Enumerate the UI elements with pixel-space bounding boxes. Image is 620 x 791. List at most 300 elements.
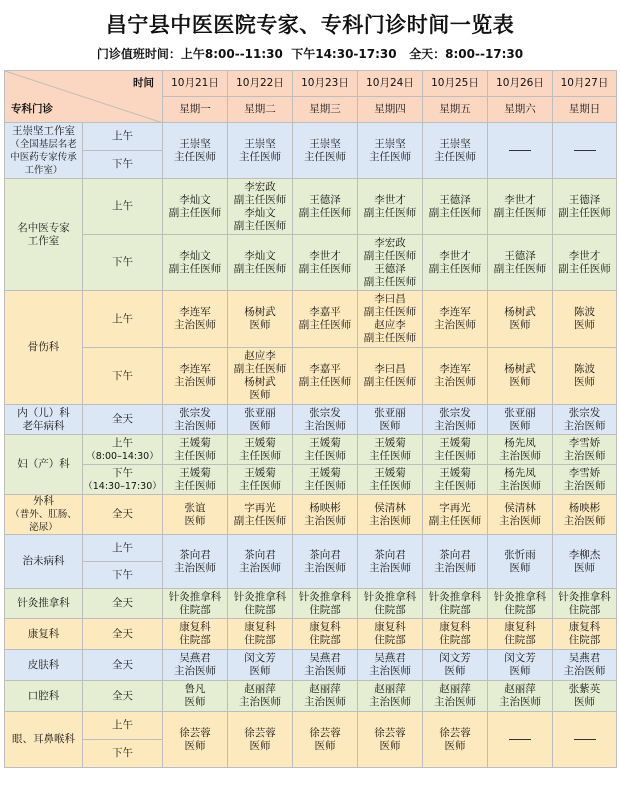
doctor-cell	[163, 179, 228, 235]
period-cell	[83, 681, 163, 712]
doctor-line: 副主任医师	[363, 249, 417, 262]
doctor-line: 主治医师	[499, 449, 541, 462]
doctor-line: 主治医师	[174, 319, 216, 331]
weekday-cell: 星期三	[293, 97, 358, 123]
doctor-line: 副主任医师	[168, 262, 222, 275]
doctor-line: 主任医师	[369, 449, 411, 462]
department-cell	[5, 405, 83, 435]
doctor-cell	[488, 495, 553, 535]
dash-icon	[574, 739, 596, 740]
schedule-row	[5, 435, 617, 465]
doctor-cell	[423, 179, 488, 235]
weekday-cell: 星期五	[423, 97, 488, 123]
doctor-line: 主治医师	[563, 479, 606, 492]
doctor-line: 王媛菊	[179, 436, 211, 449]
doctor-line: 针灸推拿科	[233, 590, 287, 603]
doctor-cell	[228, 650, 293, 681]
schedule-row	[5, 179, 617, 235]
doctor-line: 副主任医师	[298, 262, 352, 275]
doctor-line: 副主任医师	[493, 206, 547, 219]
doctor-line: 王媛菊	[244, 436, 276, 449]
department-cell	[5, 535, 83, 589]
doctor-cell	[488, 291, 553, 348]
doctor-line: 主任医师	[434, 479, 476, 492]
doctor-line: 李雪娇	[568, 436, 601, 449]
doctor-line: 住院部	[179, 603, 211, 616]
doctor-line: 李嘉平	[309, 306, 341, 318]
doctor-line: 主任医师	[434, 449, 476, 462]
doctor-cell	[228, 589, 293, 619]
doctor-line: 医师	[249, 319, 271, 331]
doctor-line: 医师	[379, 419, 401, 432]
doctor-line: 李连军	[439, 363, 471, 375]
doctor-line: 医师	[574, 561, 595, 574]
doctor-line: 医师	[249, 665, 271, 677]
period-cell	[83, 712, 163, 740]
doctor-line: 字再光	[244, 501, 276, 514]
doctor-line: 副主任医师	[363, 306, 417, 318]
doctor-line: 副主任医师	[233, 262, 287, 275]
doctor-line: 李雪娇	[568, 466, 601, 479]
doctor-line: 主任医师	[239, 449, 281, 462]
doctor-line: 针灸推拿科	[298, 590, 352, 603]
doctor-line: 医师	[574, 696, 595, 708]
doctor-cell	[358, 589, 423, 619]
department-cell	[5, 291, 83, 405]
doctor-line: 王媛菊	[374, 466, 406, 479]
date-cell: 10月25日	[423, 71, 488, 97]
doctor-cell	[488, 235, 553, 291]
doctor-cell	[358, 405, 423, 435]
doctor-cell	[488, 405, 553, 435]
doctor-cell	[163, 495, 228, 535]
doctor-line: 副主任医师	[558, 262, 611, 275]
doctor-line: 李世才	[504, 193, 536, 206]
doctor-cell	[358, 650, 423, 681]
period-cell	[83, 619, 163, 650]
doctor-line: 医师	[249, 739, 271, 752]
doctor-line: 字再光	[439, 501, 471, 514]
doctor-cell	[423, 405, 488, 435]
doctor-line: 副主任医师	[428, 206, 482, 219]
doctor-line: 医师	[314, 739, 336, 752]
doctor-line: 康复科	[244, 621, 276, 633]
doctor-line: 王崇坚	[309, 137, 341, 150]
doctor-cell	[163, 291, 228, 348]
doctor-cell	[553, 435, 617, 465]
doctor-line: 医师	[509, 419, 531, 432]
weekday-cell: 星期四	[358, 97, 423, 123]
doctor-line: 副主任医师	[233, 514, 287, 527]
doctor-line: 住院部	[568, 634, 601, 646]
period-cell	[83, 495, 163, 535]
dept-line: 皮肤科	[27, 658, 60, 671]
doctor-line: 医师	[249, 389, 271, 401]
doctor-line: 张亚丽	[504, 406, 536, 419]
doctor-line: 王媛菊	[374, 436, 406, 449]
doctor-cell	[293, 291, 358, 348]
doctor-line: 杨先凤	[504, 436, 536, 449]
doctor-line: 主治医师	[369, 514, 411, 527]
doctor-line: 杨映彬	[568, 501, 601, 514]
doctor-line: 张紫英	[568, 683, 601, 695]
doctor-line: 李世才	[439, 249, 471, 262]
doctor-line: 吴燕君	[179, 652, 211, 664]
doctor-cell	[423, 712, 488, 768]
doctor-line: 吴燕君	[309, 652, 341, 664]
doctor-line: 医师	[184, 739, 206, 752]
department-cell	[5, 681, 83, 712]
doctor-line: 主治医师	[304, 696, 346, 708]
doctor-cell	[228, 435, 293, 465]
doctor-line: 副主任医师	[363, 206, 417, 219]
doctor-line: 茶向君	[309, 548, 341, 561]
doctor-line: 赵应李	[244, 350, 276, 362]
doctor-cell	[423, 589, 488, 619]
doctor-cell	[163, 405, 228, 435]
doctor-cell	[423, 235, 488, 291]
doctor-line: 鲁凡	[184, 683, 206, 695]
department-cell	[5, 123, 83, 179]
date-cell: 10月21日	[163, 71, 228, 97]
doctor-line: 针灸推拿科	[493, 590, 547, 603]
schedule-row	[5, 235, 617, 291]
doctor-cell	[293, 348, 358, 405]
doctor-cell	[163, 465, 228, 495]
doctor-line: 住院部	[374, 603, 406, 616]
department-cell	[5, 712, 83, 768]
period-cell	[83, 435, 163, 465]
doctor-line: 医师	[184, 696, 206, 708]
doctor-cell	[488, 465, 553, 495]
doctor-cell	[358, 619, 423, 650]
doctor-line: 主治医师	[174, 419, 216, 432]
dept-line: 骨伤科	[27, 341, 60, 353]
doctor-line: 李连军	[179, 363, 211, 375]
period-line: （14:30–17:30）	[83, 480, 162, 492]
doctor-cell	[423, 681, 488, 712]
doctor-cell	[228, 291, 293, 348]
doctor-cell	[228, 619, 293, 650]
doctor-line: 主任医师	[239, 150, 281, 163]
doctor-line: 主任医师	[174, 150, 216, 163]
doctor-line: 副主任医师	[233, 219, 287, 232]
doctor-line: 茶向君	[244, 548, 276, 561]
doctor-line: 针灸推拿科	[558, 590, 611, 603]
doctor-line: 副主任医师	[493, 262, 547, 275]
doctor-line: 主任医师	[369, 479, 411, 492]
schedule-row	[5, 465, 617, 495]
doctor-line: 主治医师	[304, 419, 346, 432]
dept-line: （全国基层名老	[10, 138, 77, 150]
doctor-cell	[358, 348, 423, 405]
period-cell	[83, 235, 163, 291]
doctor-cell	[163, 435, 228, 465]
doctor-cell	[358, 435, 423, 465]
dept-line: 王崇坚工作室	[12, 124, 75, 137]
weekday-cell: 星期一	[163, 97, 228, 123]
dept-line: （普外、肛肠、	[10, 509, 77, 520]
doctor-line: 徐芸蓉	[439, 726, 471, 739]
date-header-row	[5, 71, 617, 97]
period-cell	[83, 348, 163, 405]
period-line: 全天	[112, 627, 133, 640]
doctor-line: 主任医师	[369, 150, 411, 163]
doctor-line: 王媛菊	[439, 436, 471, 449]
doctor-cell	[423, 495, 488, 535]
period-line: 全天	[112, 413, 133, 425]
department-cell	[5, 650, 83, 681]
doctor-line: 张宗发	[309, 406, 341, 419]
doctor-cell	[293, 435, 358, 465]
period-line: 下午	[112, 158, 133, 170]
doctor-cell	[228, 495, 293, 535]
schedule-row	[5, 495, 617, 535]
dept-line: 老年病科	[22, 419, 65, 432]
doctor-line: 医师	[574, 319, 595, 331]
doctor-line: 杨树武	[244, 306, 276, 318]
schedule-row	[5, 681, 617, 712]
doctor-line: 主治医师	[563, 449, 606, 462]
time-header-label: 时间	[133, 77, 154, 89]
doctor-cell	[358, 235, 423, 291]
doctor-line: 主治医师	[304, 665, 346, 677]
period-line: 上午	[112, 200, 133, 212]
doctor-cell	[423, 465, 488, 495]
doctor-line: 李嘉平	[309, 363, 341, 375]
doctor-line: 副主任医师	[168, 206, 222, 219]
doctor-line: 副主任医师	[298, 376, 352, 388]
unavailable-mark	[488, 733, 552, 746]
doctor-line: 徐芸蓉	[179, 726, 211, 739]
department-cell	[5, 179, 83, 291]
doctor-line: 赵应李	[374, 319, 406, 331]
doctor-line: 主治医师	[499, 696, 541, 708]
doctor-line: 主治医师	[369, 696, 411, 708]
doctor-line: 李柳杰	[568, 548, 601, 561]
period-line: 下午	[112, 369, 133, 382]
doctor-line: 主治医师	[239, 696, 281, 708]
doctor-line: 康复科	[309, 621, 341, 633]
doctor-line: 张宗发	[568, 406, 601, 419]
doctor-cell	[423, 348, 488, 405]
doctor-line: 茶向君	[179, 548, 211, 561]
doctor-line: 住院部	[309, 603, 341, 616]
doctor-line: 王媛菊	[309, 436, 341, 449]
period-line: 全天	[112, 689, 133, 702]
doctor-line: 医师	[379, 739, 401, 752]
doctor-line: 赵丽萍	[244, 683, 276, 695]
doctor-cell	[358, 712, 423, 768]
doctor-cell	[553, 123, 617, 179]
dept-line: 外科	[33, 495, 54, 507]
period-line: 上午	[112, 130, 133, 142]
doctor-cell	[358, 495, 423, 535]
doctor-cell	[488, 619, 553, 650]
header-corner-cell	[5, 71, 163, 123]
doctor-cell	[293, 179, 358, 235]
doctor-cell	[553, 348, 617, 405]
doctor-line: 王媛菊	[309, 466, 341, 479]
doctor-line: 主治医师	[369, 665, 411, 677]
doctor-line: 张亚丽	[244, 406, 276, 419]
doctor-line: 主治医师	[174, 665, 216, 677]
doctor-line: 医师	[444, 665, 466, 677]
department-cell	[5, 619, 83, 650]
doctor-cell	[423, 435, 488, 465]
doctor-cell	[488, 535, 553, 589]
doctor-cell	[553, 619, 617, 650]
doctor-line: 住院部	[374, 634, 406, 646]
doctor-cell	[488, 123, 553, 179]
doctor-cell	[423, 619, 488, 650]
doctor-cell	[293, 712, 358, 768]
doctor-line: 王媛菊	[244, 466, 276, 479]
doctor-line: 主治医师	[434, 419, 476, 432]
schedule-table	[4, 70, 617, 768]
doctor-line: 主任医师	[434, 150, 476, 163]
doctor-cell	[553, 589, 617, 619]
doctor-line: 住院部	[504, 603, 536, 616]
doctor-cell	[553, 495, 617, 535]
doctor-line: 副主任医师	[363, 332, 417, 344]
doctor-line: 住院部	[309, 634, 341, 646]
doctor-line: 杨树武	[504, 363, 536, 375]
schedule-row	[5, 650, 617, 681]
doctor-cell	[488, 589, 553, 619]
doctor-line: 赵丽萍	[439, 683, 471, 695]
doctor-line: 住院部	[568, 603, 601, 616]
dept-line: 康复科	[27, 627, 60, 640]
doctor-line: 住院部	[439, 634, 471, 646]
period-line: 上午	[112, 541, 133, 554]
doctor-line: 王崇坚	[374, 137, 406, 150]
doctor-line: 主任医师	[239, 479, 281, 492]
dept-line: 工作室	[27, 234, 60, 247]
doctor-cell	[163, 535, 228, 589]
weekday-cell: 星期日	[553, 97, 617, 123]
doctor-line: 住院部	[179, 634, 211, 646]
doctor-cell	[488, 179, 553, 235]
period-cell	[83, 650, 163, 681]
doctor-line: 医师	[444, 739, 466, 752]
doctor-line: 医师	[509, 376, 531, 388]
doctor-cell	[228, 535, 293, 589]
doctor-line: 王媛菊	[179, 466, 211, 479]
dept-line: 口腔科	[27, 689, 60, 702]
weekday-cell: 星期二	[228, 97, 293, 123]
period-cell	[83, 405, 163, 435]
doctor-line: 主治医师	[434, 561, 476, 574]
dept-line: 眼、耳鼻喉科	[12, 733, 75, 745]
period-cell	[83, 123, 163, 151]
doctor-cell	[228, 712, 293, 768]
doctor-cell	[553, 712, 617, 768]
doctor-line: 主治医师	[563, 665, 606, 677]
doctor-line: 侯清林	[504, 501, 536, 514]
doctor-cell	[358, 179, 423, 235]
doctor-line: 王媛菊	[439, 466, 471, 479]
doctor-line: 杨先凤	[504, 466, 536, 479]
dept-line: 泌尿）	[29, 522, 58, 533]
doctor-line: 闵文芳	[244, 652, 276, 664]
doctor-line: 主治医师	[563, 514, 606, 527]
doctor-line: 闵文芳	[439, 652, 471, 664]
doctor-line: 针灸推拿科	[168, 590, 222, 603]
doctor-cell	[553, 179, 617, 235]
doctor-cell	[553, 235, 617, 291]
period-cell	[83, 151, 163, 179]
doctor-cell	[163, 123, 228, 179]
doctor-line: 主治医师	[434, 319, 476, 331]
doctor-line: 医师	[509, 319, 531, 331]
doctor-line: 茶向君	[374, 548, 406, 561]
doctor-line: 主任医师	[304, 479, 346, 492]
doctor-line: 医师	[249, 419, 271, 432]
doctor-line: 康复科	[568, 621, 601, 633]
doctor-cell	[228, 179, 293, 235]
doctor-line: 主治医师	[174, 376, 216, 388]
duty-hours-note: 门诊值班时间：上午8:00--11:30 下午14:30-17:30 全天：8:00--17:30	[96, 47, 524, 61]
doctor-line: 主治医师	[499, 514, 541, 527]
doctor-cell	[293, 405, 358, 435]
doctor-line: 副主任医师	[233, 363, 287, 375]
doctor-line: 主治医师	[434, 696, 476, 708]
doctor-line: 李曰昌	[374, 293, 406, 305]
date-cell: 10月24日	[358, 71, 423, 97]
doctor-line: 王德泽	[504, 249, 536, 262]
schedule-title: 昌宁县中医医院专家、专科门诊时间一览表	[105, 13, 515, 37]
doctor-line: 主治医师	[304, 561, 346, 574]
doctor-cell	[423, 535, 488, 589]
unavailable-mark	[553, 733, 616, 746]
doctor-line: 茶向君	[439, 548, 471, 561]
doctor-cell	[358, 291, 423, 348]
doctor-line: 副主任医师	[428, 262, 482, 275]
doctor-line: 副主任医师	[298, 206, 352, 219]
doctor-line: 赵丽萍	[309, 683, 341, 695]
doctor-line: 副主任医师	[363, 275, 417, 288]
doctor-line: 李连军	[179, 306, 211, 318]
schedule-row	[5, 123, 617, 151]
doctor-line: 李连军	[439, 306, 471, 318]
doctor-line: 王崇坚	[439, 137, 471, 150]
doctor-line: 赵丽萍	[374, 683, 406, 695]
doctor-line: 李世才	[568, 249, 601, 262]
doctor-cell	[358, 123, 423, 179]
doctor-cell	[163, 712, 228, 768]
doctor-line: 针灸推拿科	[363, 590, 417, 603]
doctor-line: 杨树武	[504, 306, 536, 318]
doctor-cell	[228, 348, 293, 405]
doctor-line: 王德泽	[439, 193, 471, 206]
doctor-line: 徐芸蓉	[244, 726, 276, 739]
doctor-line: 张宗发	[439, 406, 471, 419]
doctor-line: 副主任医师	[363, 376, 417, 388]
doctor-cell	[163, 589, 228, 619]
weekday-cell: 星期六	[488, 97, 553, 123]
doctor-line: 张忻雨	[504, 548, 536, 561]
doctor-line: 副主任医师	[298, 319, 352, 331]
doctor-line: 住院部	[439, 603, 471, 616]
schedule-row	[5, 619, 617, 650]
doctor-cell	[163, 348, 228, 405]
unavailable-mark	[553, 144, 616, 157]
doctor-cell	[553, 681, 617, 712]
doctor-cell	[163, 619, 228, 650]
doctor-line: 张谊	[184, 501, 206, 514]
doctor-line: 主任医师	[304, 150, 346, 163]
